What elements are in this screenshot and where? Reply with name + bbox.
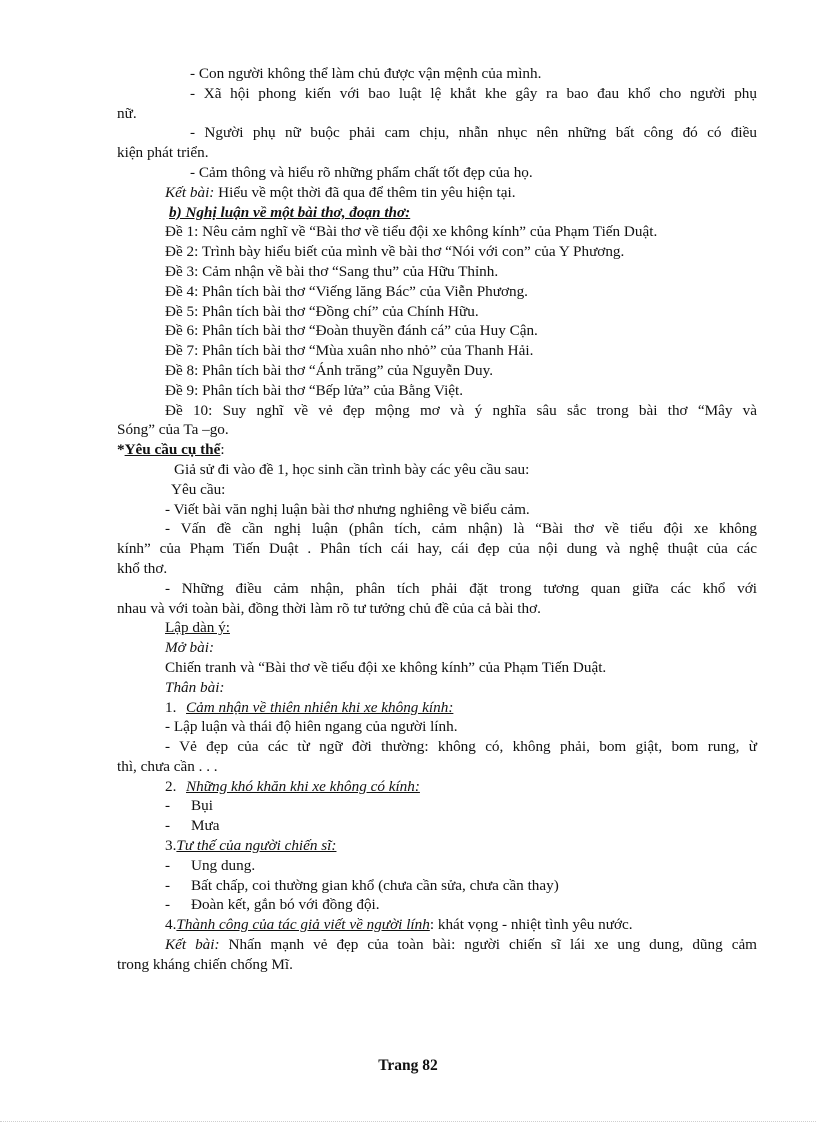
- requirements-title: Yêu cầu cụ thể: [124, 441, 221, 459]
- topic-item: Đề 3: Cảm nhận về bài thơ “Sang thu” của Hữu Thỉnh.: [165, 262, 499, 280]
- topic-item-continued: Sóng” của Ta –go.: [117, 421, 229, 439]
- outline-detail: - Lập luận và thái độ hiên ngang của người lính.: [165, 718, 458, 736]
- outline-bullet: - Bụi: [165, 797, 213, 815]
- text-line: nữ.: [117, 104, 137, 122]
- intro-text: Chiến tranh và “Bài thơ về tiểu đội xe không kính” của Phạm Tiến Duật.: [165, 658, 607, 676]
- page-bottom-divider: [0, 1121, 816, 1122]
- topic-item: Đề 5: Phân tích bài thơ “Đồng chí” của Chính Hữu.: [165, 302, 479, 320]
- intro-label: Mở bài:: [165, 639, 215, 657]
- conclusion-text: Hiểu về một thời đã qua để thêm tin yêu hiện tại.: [214, 183, 516, 201]
- requirement-item: - Những điều cảm nhận, phân tích phải đặt trong tương quan giữa các khổ với: [165, 579, 757, 597]
- outline-detail: - Vẻ đẹp của các từ ngữ đời thường: không có, không phải, bom giật, bom rung, ừ: [165, 738, 757, 756]
- outline-detail: thì, chưa cần . . .: [117, 757, 218, 775]
- requirement-item: - Vấn đề cần nghị luận (phân tích, cảm nhận) là “Bài thơ về tiểu đội xe không: [165, 520, 757, 538]
- topic-item: Đề 9: Phân tích bài thơ “Bếp lửa” của Bằng Việt.: [165, 381, 464, 399]
- body-label: Thân bài:: [165, 678, 225, 696]
- requirement-item: - Viết bài văn nghị luận bài thơ nhưng nghiêng về biểu cảm.: [165, 500, 530, 518]
- requirement-item: khổ thơ.: [117, 559, 168, 577]
- topic-item: Đề 6: Phân tích bài thơ “Đoàn thuyền đánh cá” của Huy Cận.: [165, 322, 538, 340]
- text-line: - Cảm thông và hiểu rõ những phẩm chất tốt đẹp của họ.: [190, 163, 533, 181]
- text-line: - Người phụ nữ buộc phải cam chịu, nhẫn nhục nên những bất công đó có điều: [190, 124, 757, 142]
- text-line: Yêu cầu:: [171, 480, 226, 498]
- outline-bullet: - Ung dung.: [165, 856, 256, 874]
- conclusion-label: Kết bài:: [165, 183, 215, 201]
- outline-bullet: - Bất chấp, coi thường gian khổ (chưa cần sửa, chưa cần thay): [165, 876, 559, 894]
- requirement-item: kính” của Phạm Tiến Duật . Phân tích cái hay, cái đẹp của nội dung và nghệ thuật của các: [117, 540, 757, 558]
- outline-point-1: 1. Cảm nhận về thiên nhiên khi xe không kính:: [165, 698, 454, 716]
- requirement-item: nhau và với toàn bài, đồng thời làm rõ tư tưởng chủ đề của cả bài thơ.: [117, 599, 541, 617]
- outline-heading: Lập dàn ý:: [165, 619, 230, 637]
- outline-bullet: - Mưa: [165, 817, 220, 835]
- outline-point-2: 2. Những khó khăn khi xe không có kính:: [165, 777, 420, 795]
- conclusion-line: Kết bài: Nhấn mạnh vẻ đẹp của toàn bài: người chiến sĩ lái xe ung dung, dũng cảm: [165, 936, 757, 954]
- requirements-heading: *Yêu cầu cụ thể:: [117, 441, 225, 459]
- section-heading: [117, 203, 757, 223]
- text-line: kiện phát triển.: [117, 144, 209, 162]
- outline-point-4: 4.Thành công của tác giả viết về người lính: khát vọng - nhiệt tình yêu nước.: [165, 916, 633, 934]
- conclusion-line: [117, 183, 757, 203]
- topic-item: Đề 10: Suy nghĩ về vẻ đẹp mộng mơ và ý nghĩa sâu sắc trong bài thơ “Mây và: [165, 401, 757, 419]
- outline-bullet: - Đoàn kết, gắn bó với đồng đội.: [165, 896, 380, 914]
- section-b-title: b) Nghị luận về một bài thơ, đoạn thơ:: [169, 203, 411, 221]
- text-line: Giả sử đi vào đề 1, học sinh cần trình bày các yêu cầu sau:: [174, 460, 530, 478]
- topic-item: Đề 1: Nêu cảm nghĩ về “Bài thơ về tiểu đội xe không kính” của Phạm Tiến Duật.: [165, 223, 658, 241]
- topic-item: Đề 7: Phân tích bài thơ “Mùa xuân nho nhỏ” của Thanh Hải.: [165, 342, 534, 360]
- conclusion-text: trong kháng chiến chống Mĩ.: [117, 955, 293, 973]
- text-line: - Xã hội phong kiến với bao luật lệ khắt khe gây ra bao đau khổ cho người phụ: [190, 84, 757, 102]
- conclusion-label: Kết bài:: [165, 936, 220, 954]
- topic-item: Đề 8: Phân tích bài thơ “Ánh trăng” của Nguyễn Duy.: [165, 361, 494, 379]
- page-number: Trang 82: [378, 1057, 438, 1074]
- text-line: - Con người không thể làm chủ được vận mệnh của mình.: [190, 65, 542, 82]
- topic-item: Đề 2: Trình bày hiểu biết của mình về bài thơ “Nói với con” của Y Phương.: [165, 243, 625, 261]
- outline-point-3: 3.Tư thế của người chiến sĩ:: [165, 837, 337, 855]
- topic-item: Đề 4: Phân tích bài thơ “Viếng lăng Bác” của Viễn Phương.: [165, 282, 528, 300]
- document-body: [117, 64, 757, 975]
